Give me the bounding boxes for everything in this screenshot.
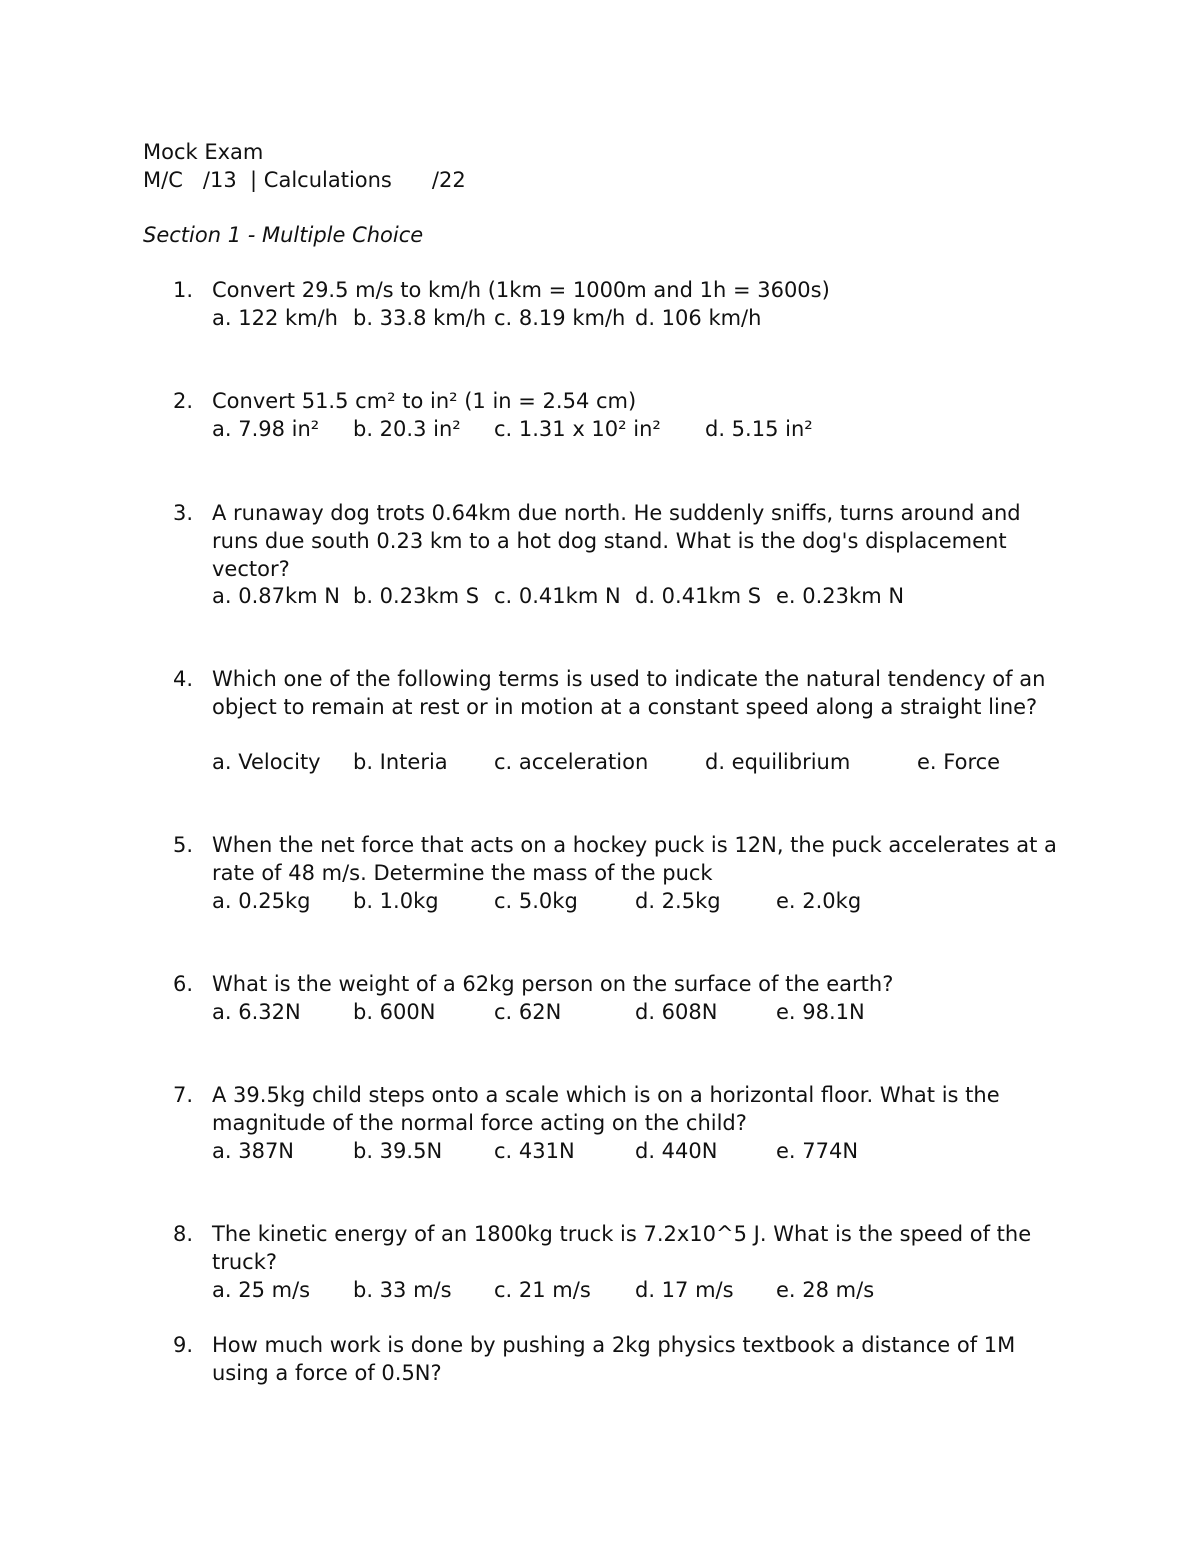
answer-options xyxy=(212,415,1072,443)
question-text: Convert 51.5 cm² to in² (1 in = 2.54 cm) xyxy=(212,389,637,413)
option-c: c. 431N xyxy=(494,1139,575,1163)
question-number: 2. xyxy=(173,389,194,413)
option-d: d. equilibrium xyxy=(705,750,851,774)
option-e: e. 98.1N xyxy=(776,1000,865,1024)
option-e: e. 28 m/s xyxy=(776,1278,875,1302)
option-c: c. 0.41km N xyxy=(494,584,621,608)
option-d: d. 17 m/s xyxy=(635,1278,734,1302)
question-text: The kinetic energy of an 1800kg truck is 7.2x10^5 J. What is the speed of the truck? xyxy=(212,1222,1032,1274)
answer-options xyxy=(212,1276,1072,1304)
section-heading: Section 1 - Multiple Choice xyxy=(143,223,424,247)
option-d: d. 106 km/h xyxy=(635,306,762,330)
option-d: d. 0.41km S xyxy=(635,584,762,608)
option-e: e. 0.23km N xyxy=(776,584,905,608)
option-e: e. 774N xyxy=(776,1139,859,1163)
question-text: How much work is done by pushing a 2kg physics textbook a distance of 1M using a force of 0.5N? xyxy=(212,1333,1016,1385)
option-d: d. 5.15 in² xyxy=(705,417,813,441)
question-text: When the net force that acts on a hockey puck is 12N, the puck accelerates at a rate of 48 m/s. Determine the mass of the puck xyxy=(212,833,1057,885)
option-b: b. 33 m/s xyxy=(353,1278,452,1302)
question-number: 4. xyxy=(173,667,194,691)
question-text: A runaway dog trots 0.64km due north. He suddenly sniffs, turns around and runs due south 0.23 km to a hot dog stand. What is the dog's displacement vector? xyxy=(212,501,1021,581)
option-c: c. 21 m/s xyxy=(494,1278,591,1302)
question-text: Which one of the following terms is used to indicate the natural tendency of an object to remain at rest or in motion at a constant speed along a straight line? xyxy=(212,667,1046,719)
option-b: b. 33.8 km/h xyxy=(353,306,487,330)
option-c: c. 1.31 x 10² in² xyxy=(494,417,661,441)
question-text: A 39.5kg child steps onto a scale which is on a horizontal floor. What is the magnitude of the normal force acting on the child? xyxy=(212,1083,1000,1135)
option-a: a. 7.98 in² xyxy=(212,417,320,441)
option-a: a. 6.32N xyxy=(212,1000,301,1024)
question-text: What is the weight of a 62kg person on the surface of the earth? xyxy=(212,972,894,996)
option-c: c. acceleration xyxy=(494,750,649,774)
option-a: a. 0.25kg xyxy=(212,889,311,913)
option-a: a. 0.87km N xyxy=(212,584,340,608)
answer-options xyxy=(212,1137,1072,1165)
score-summary: M/C /13 | Calculations /22 xyxy=(143,168,466,192)
option-a: a. 122 km/h xyxy=(212,306,338,330)
option-e: e. Force xyxy=(917,750,1001,774)
option-e: e. 2.0kg xyxy=(776,889,862,913)
option-c: c. 5.0kg xyxy=(494,889,578,913)
option-b: b. Interia xyxy=(353,750,448,774)
answer-options xyxy=(212,748,1072,776)
option-c: c. 62N xyxy=(494,1000,562,1024)
question-text: Convert 29.5 m/s to km/h (1km = 1000m and 1h = 3600s) xyxy=(212,278,830,302)
question-number: 1. xyxy=(173,278,194,302)
option-d: d. 440N xyxy=(635,1139,718,1163)
option-b: b. 20.3 in² xyxy=(353,417,461,441)
exam-title: Mock Exam xyxy=(143,140,264,164)
answer-options xyxy=(212,887,1072,915)
option-a: a. 25 m/s xyxy=(212,1278,311,1302)
option-d: d. 2.5kg xyxy=(635,889,721,913)
option-d: d. 608N xyxy=(635,1000,718,1024)
option-a: a. Velocity xyxy=(212,750,321,774)
answer-options xyxy=(212,998,1072,1026)
option-b: b. 1.0kg xyxy=(353,889,439,913)
answer-options xyxy=(212,582,1072,610)
question-number: 3. xyxy=(173,501,194,525)
option-b: b. 39.5N xyxy=(353,1139,443,1163)
question-number: 8. xyxy=(173,1222,194,1246)
option-a: a. 387N xyxy=(212,1139,295,1163)
question-number: 5. xyxy=(173,833,194,857)
question-number: 6. xyxy=(173,972,194,996)
answer-options xyxy=(212,304,1072,332)
option-b: b. 600N xyxy=(353,1000,436,1024)
option-c: c. 8.19 km/h xyxy=(494,306,626,330)
option-b: b. 0.23km S xyxy=(353,584,480,608)
question-number: 9. xyxy=(173,1333,194,1357)
question-number: 7. xyxy=(173,1083,194,1107)
